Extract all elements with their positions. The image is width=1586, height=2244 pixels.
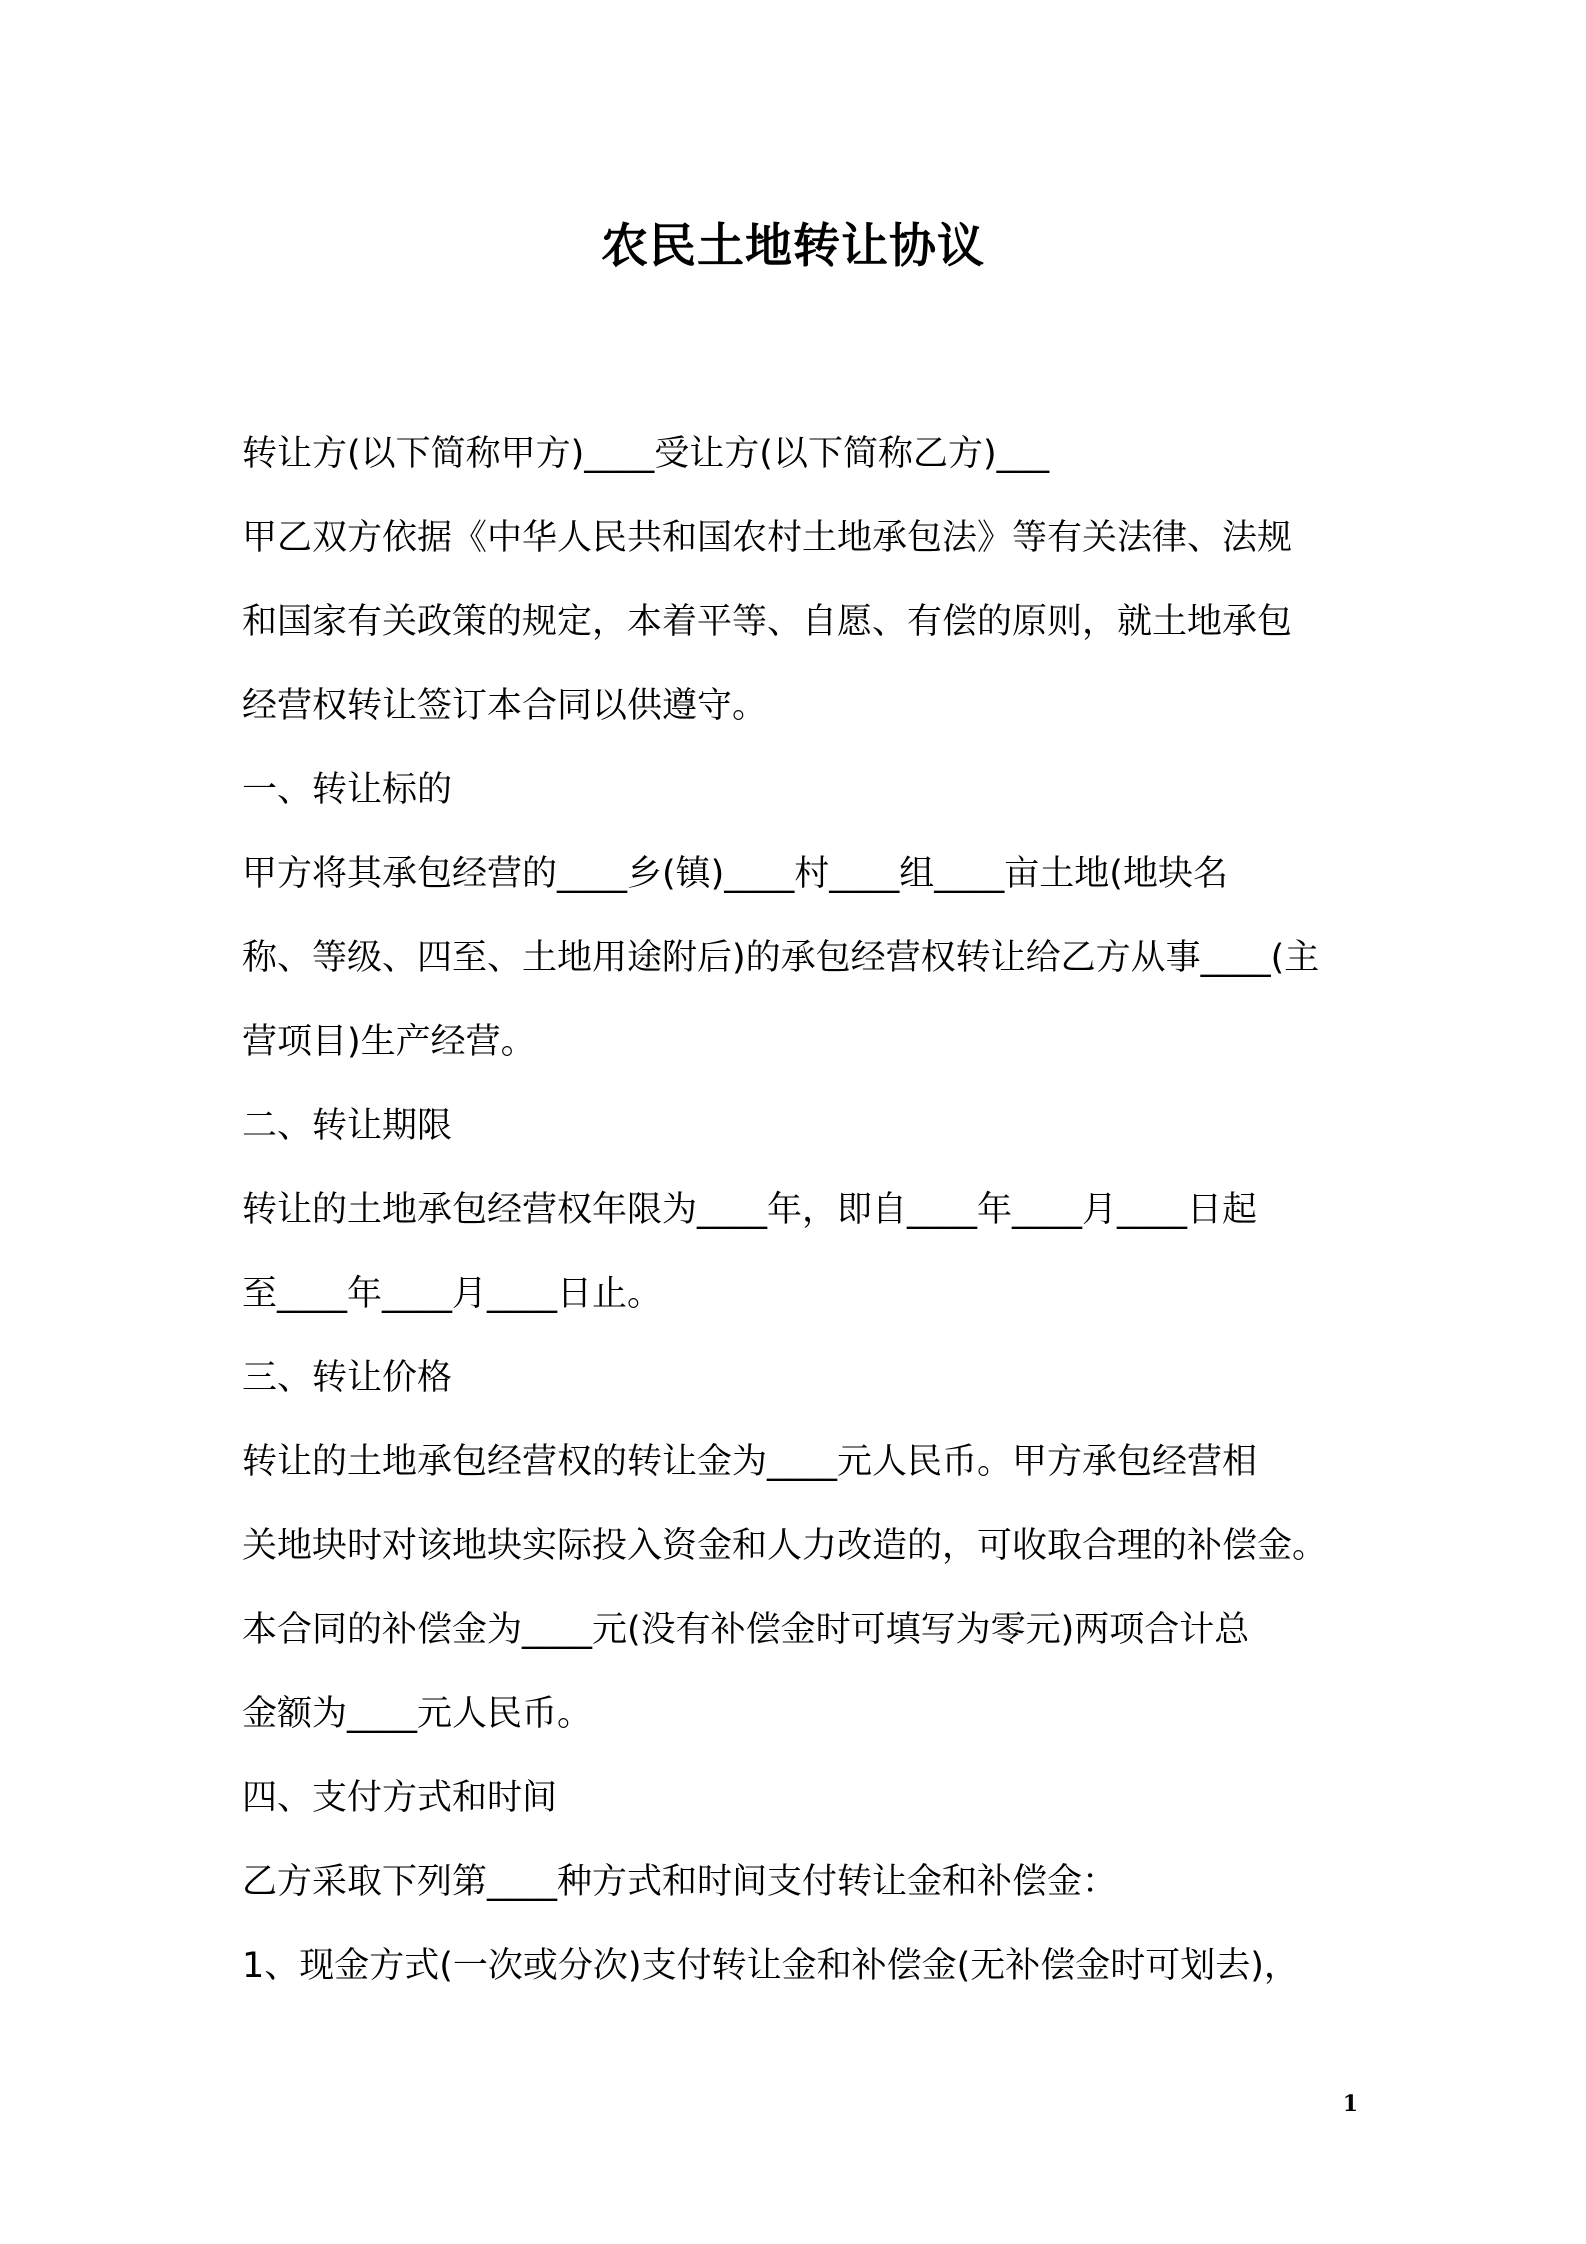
section-heading-subject: 一、转让标的 — [242, 770, 453, 810]
term-line-2: 至____年____月____日止。 — [242, 1274, 663, 1314]
document-title: 农民土地转让协议 — [601, 219, 985, 274]
preamble-line-3: 经营权转让签订本合同以供遵守。 — [242, 686, 768, 726]
preamble-line-1: 甲乙双方依据《中华人民共和国农村土地承包法》等有关法律、法规 — [242, 518, 1293, 558]
parties-line: 转让方(以下简称甲方)____受让方(以下简称乙方)___ — [242, 434, 1050, 474]
page-number: 1 — [1342, 2091, 1358, 2117]
preamble-line-2: 和国家有关政策的规定，本着平等、自愿、有偿的原则，就土地承包 — [242, 602, 1293, 642]
price-line-2: 关地块时对该地块实际投入资金和人力改造的，可收取合理的补偿金。 — [242, 1526, 1328, 1566]
price-line-3: 本合同的补偿金为____元(没有补偿金时可填写为零元)两项合计总 — [242, 1610, 1250, 1650]
price-line-4: 金额为____元人民币。 — [242, 1694, 593, 1734]
document-body — [242, 412, 1377, 2008]
section-heading-payment: 四、支付方式和时间 — [242, 1778, 558, 1818]
subject-line-2: 称、等级、四至、土地用途附后)的承包经营权转让给乙方从事____(主 — [242, 938, 1320, 978]
section-heading-term: 二、转让期限 — [242, 1106, 453, 1146]
price-line-1: 转让的土地承包经营权的转让金为____元人民币。甲方承包经营相 — [242, 1442, 1258, 1482]
subject-line-1: 甲方将其承包经营的____乡(镇)____村____组____亩土地(地块名 — [242, 854, 1228, 894]
section-heading-price: 三、转让价格 — [242, 1358, 453, 1398]
payment-line-1: 乙方采取下列第____种方式和时间支付转让金和补偿金： — [242, 1862, 1118, 1902]
term-line-1: 转让的土地承包经营权年限为____年，即自____年____月____日起 — [242, 1190, 1258, 1230]
subject-line-3: 营项目)生产经营。 — [242, 1022, 536, 1062]
payment-line-2: 1、现金方式(一次或分次)支付转让金和补偿金(无补偿金时可划去)， — [242, 1946, 1299, 1986]
